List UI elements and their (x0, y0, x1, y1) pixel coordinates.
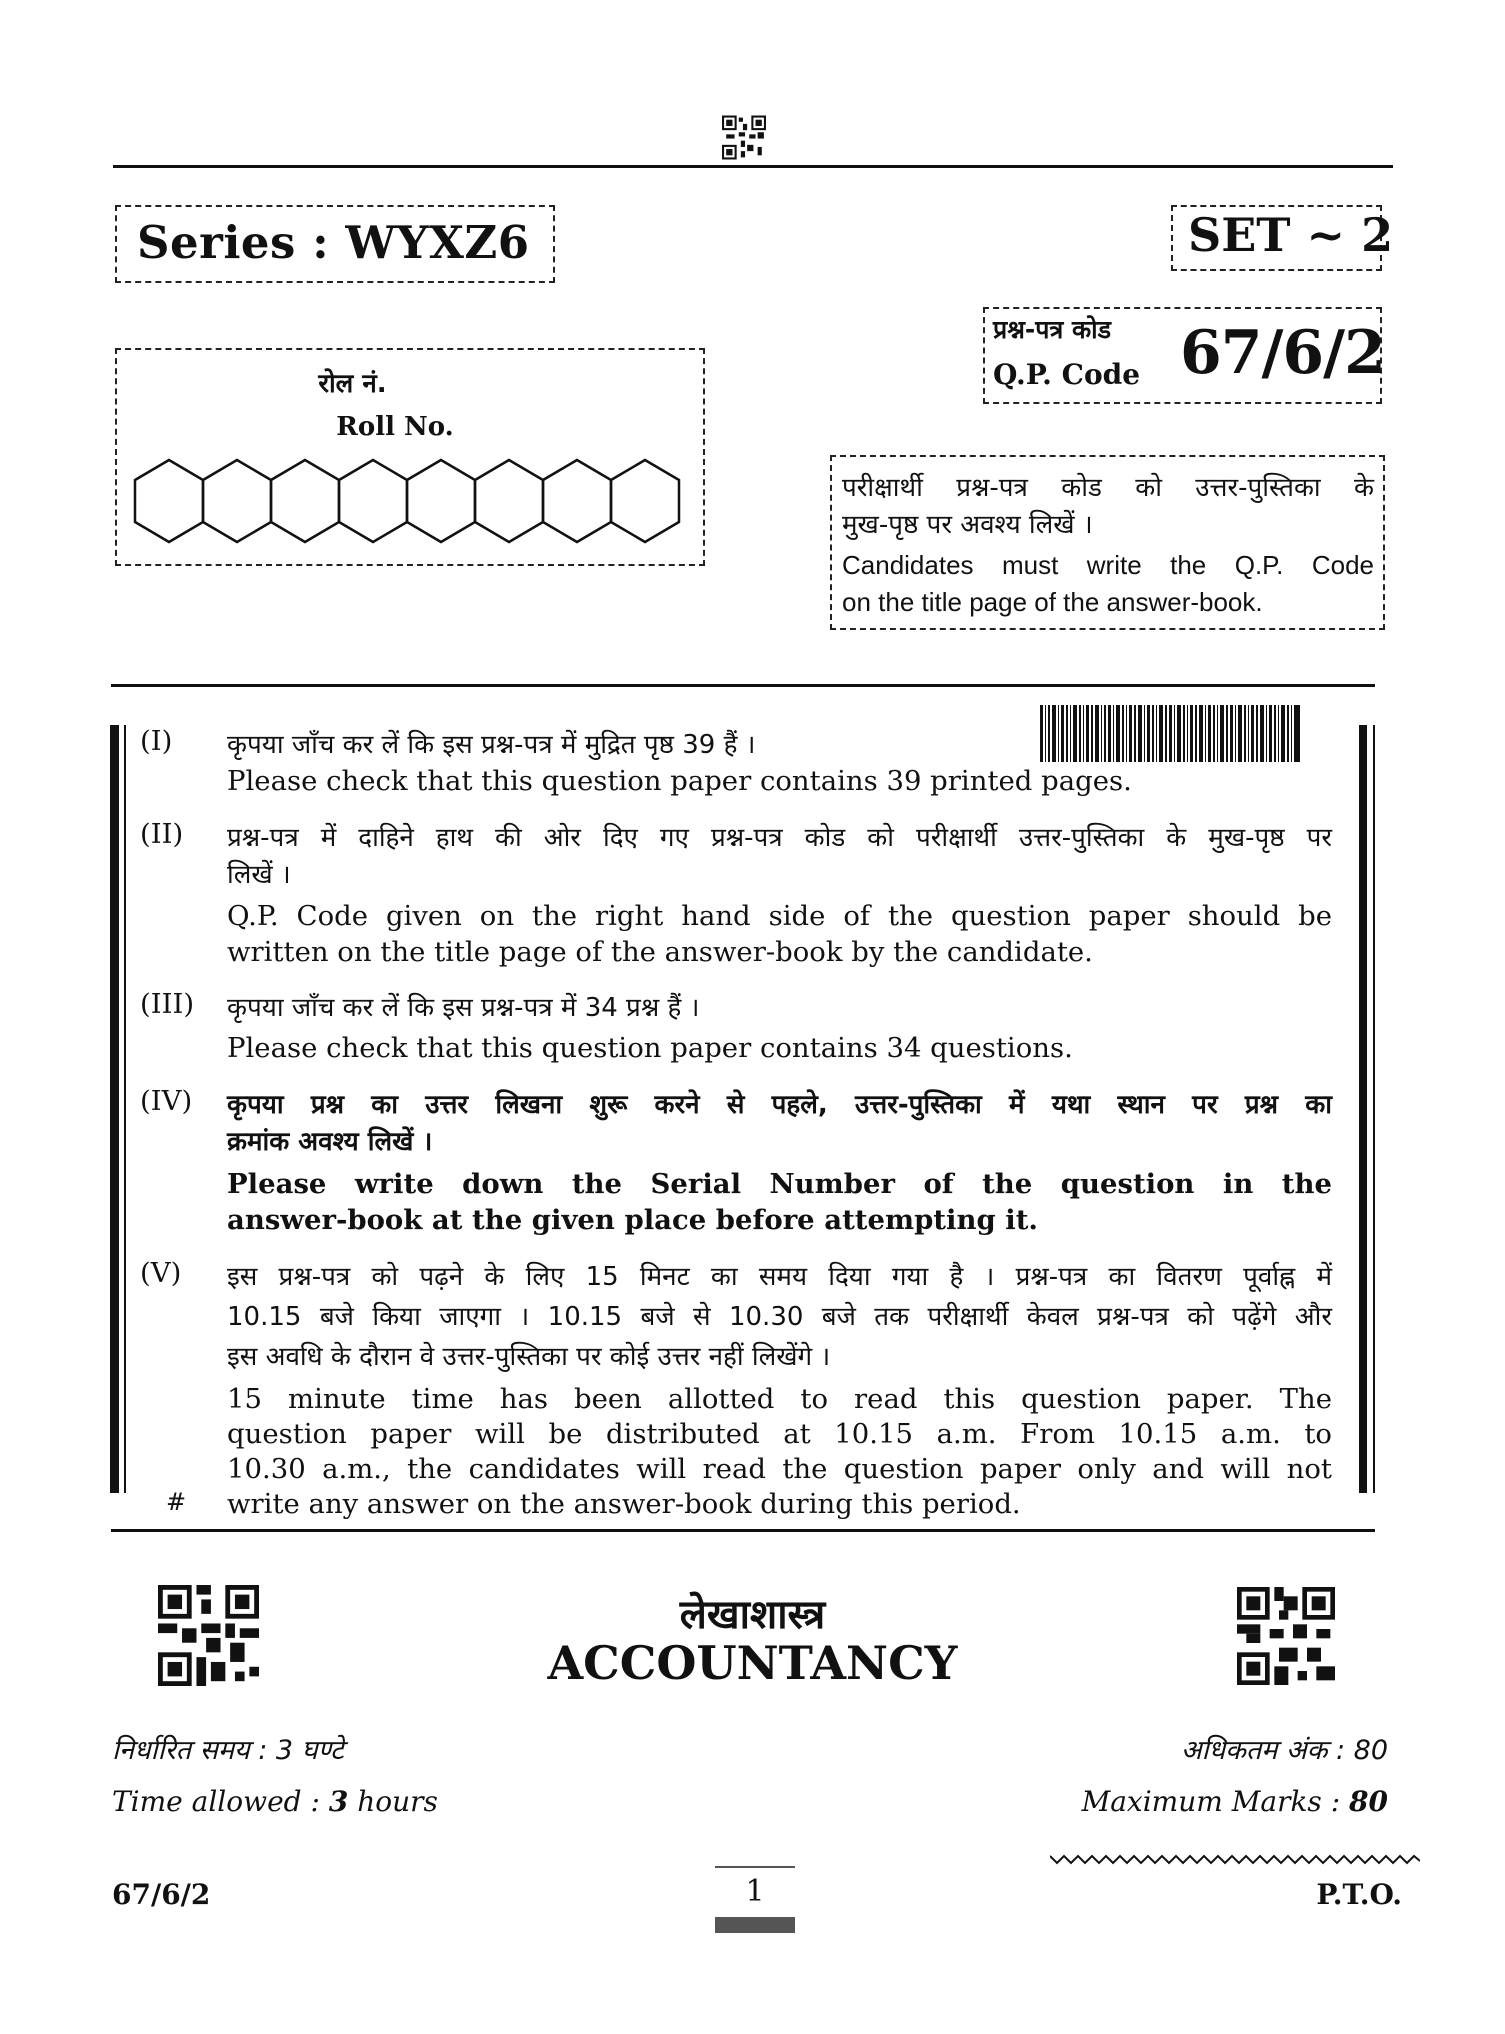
instruction-number: (V) (140, 1257, 182, 1289)
instruction-text: Please check that this question paper contains 39 printed pages. (227, 765, 1132, 797)
maximum-marks-value: 80 (1349, 1785, 1388, 1818)
maximum-marks-hindi: अधिकतम अंक : 80 (1180, 1735, 1388, 1766)
roll-cell-4 (339, 460, 407, 542)
qp-note-line: परीक्षार्थी प्रश्न-पत्र कोड को उत्तर-पुस्तिका के (842, 473, 1374, 503)
instruction-text-hindi: इस प्रश्न-पत्र को पढ़ने के लिए 15 मिनट का समय दिया गया है । प्रश्न-पत्र का वितरण पूर्वाह्न में (227, 1262, 1332, 1292)
instruction-text-hindi: क्रमांक अवश्य लिखें । (227, 1127, 433, 1157)
instruction-text-hindi: कृपया जाँच कर लें कि इस प्रश्न-पत्र में मुद्रित पृष्ठ 39 हैं । (227, 730, 756, 760)
page-number-bar (715, 1917, 795, 1933)
series-label: Series : WYXZ6 (137, 216, 530, 269)
instruction-text-hindi: कृपया जाँच कर लें कि इस प्रश्न-पत्र में 34 प्रश्न हैं । (227, 993, 700, 1023)
qp-code-value: 67/6/2 (1180, 318, 1385, 388)
qr-code-icon (722, 115, 766, 160)
left-border-bar (110, 725, 119, 1493)
top-rule (113, 165, 1393, 168)
roll-cell-3 (271, 460, 339, 542)
instruction-text: 10.30 a.m., the candidates will read the question paper only and will not (227, 1453, 1332, 1485)
time-allowed (112, 1785, 438, 1818)
instruction-number: (II) (140, 818, 184, 850)
roll-cell-5 (407, 460, 475, 542)
qp-code-label-hindi: प्रश्न-पत्र कोड (993, 315, 1112, 344)
qp-note-line: मुख-पृष्ठ पर अवश्य लिखें । (842, 510, 1093, 540)
time-allowed-unit: hours (348, 1785, 438, 1818)
qr-code-icon-top (722, 115, 766, 160)
right-border-bar (1359, 725, 1367, 1493)
time-allowed-label: Time allowed : (112, 1785, 329, 1818)
footer-qp-code: 67/6/2 (112, 1878, 211, 1911)
roll-cell-1 (135, 460, 203, 542)
instruction-text-hindi: प्रश्न-पत्र में दाहिने हाथ की ओर दिए गए प्रश्न-पत्र कोड को परीक्षार्थी उत्तर-पुस्तिका के मुख-पृष्ठ पर (227, 823, 1332, 853)
section-rule-top (111, 684, 1375, 687)
instruction-text: write any answer on the answer-book during this period. (227, 1488, 1021, 1520)
qp-code-label: Q.P. Code (993, 358, 1141, 391)
roll-number-cells[interactable] (132, 458, 692, 544)
qp-note-line: Candidates must write the Q.P. Code (842, 550, 1374, 580)
section-rule-bottom (111, 1529, 1375, 1532)
maximum-marks (1082, 1785, 1388, 1818)
roll-cell-8 (611, 460, 679, 542)
instruction-text-hindi: 10.15 बजे किया जाएगा । 10.15 बजे से 10.30 बजे तक परीक्षार्थी केवल प्रश्न-पत्र को पढ़ेंगे और (227, 1302, 1332, 1332)
instruction-number: (IV) (140, 1085, 193, 1117)
instruction-text: question paper will be distributed at 10.15 a.m. From 10.15 a.m. to (227, 1418, 1332, 1450)
page-number-rule-top (715, 1866, 795, 1868)
right-border-line (1373, 725, 1375, 1493)
zigzag-divider (1050, 1852, 1420, 1868)
maximum-marks-label: Maximum Marks : (1081, 1785, 1350, 1818)
instruction-text-hindi: कृपया प्रश्न का उत्तर लिखना शुरू करने से पहले, उत्तर-पुस्तिका में यथा स्थान पर प्रश्न का (227, 1090, 1332, 1120)
roll-cell-2 (203, 460, 271, 542)
instruction-text: Q.P. Code given on the right hand side of the question paper should be (227, 900, 1332, 932)
hash-mark: # (166, 1488, 187, 1516)
instruction-text: Please check that this question paper contains 34 questions. (227, 1032, 1073, 1064)
roll-cell-6 (475, 460, 543, 542)
instruction-text: Please write down the Serial Number of the question in the (227, 1168, 1332, 1200)
instruction-text-hindi: इस अवधि के दौरान वे उत्तर-पुस्तिका पर कोई उत्तर नहीं लिखेंगे । (227, 1342, 831, 1372)
page-number: 1 (745, 1874, 765, 1909)
roll-cell-7 (543, 460, 611, 542)
left-border-line (124, 725, 126, 1493)
instruction-number: (III) (140, 988, 195, 1020)
time-allowed-value: 3 (328, 1785, 349, 1818)
instruction-text: 15 minute time has been allotted to read this question paper. The (227, 1383, 1332, 1415)
roll-number-label: Roll No. (336, 412, 454, 442)
instruction-text: written on the title page of the answer-book by the candidate. (227, 936, 1093, 968)
instruction-number: (I) (140, 725, 173, 757)
time-allowed-hindi: निर्धारित समय : 3 घण्टे (112, 1735, 344, 1766)
subject-title-hindi: लेखाशास्त्र (679, 1592, 826, 1638)
set-label: SET ~ 2 (1188, 208, 1394, 262)
roll-number-label-hindi: रोल नं. (318, 369, 387, 399)
subject-title: ACCOUNTANCY (547, 1636, 958, 1690)
instruction-text: answer-book at the given place before attempting it. (227, 1204, 1038, 1236)
pto-label: P.T.O. (1316, 1878, 1402, 1911)
instruction-text-hindi: लिखें । (227, 860, 291, 890)
qp-note-line: on the title page of the answer-book. (842, 587, 1263, 617)
